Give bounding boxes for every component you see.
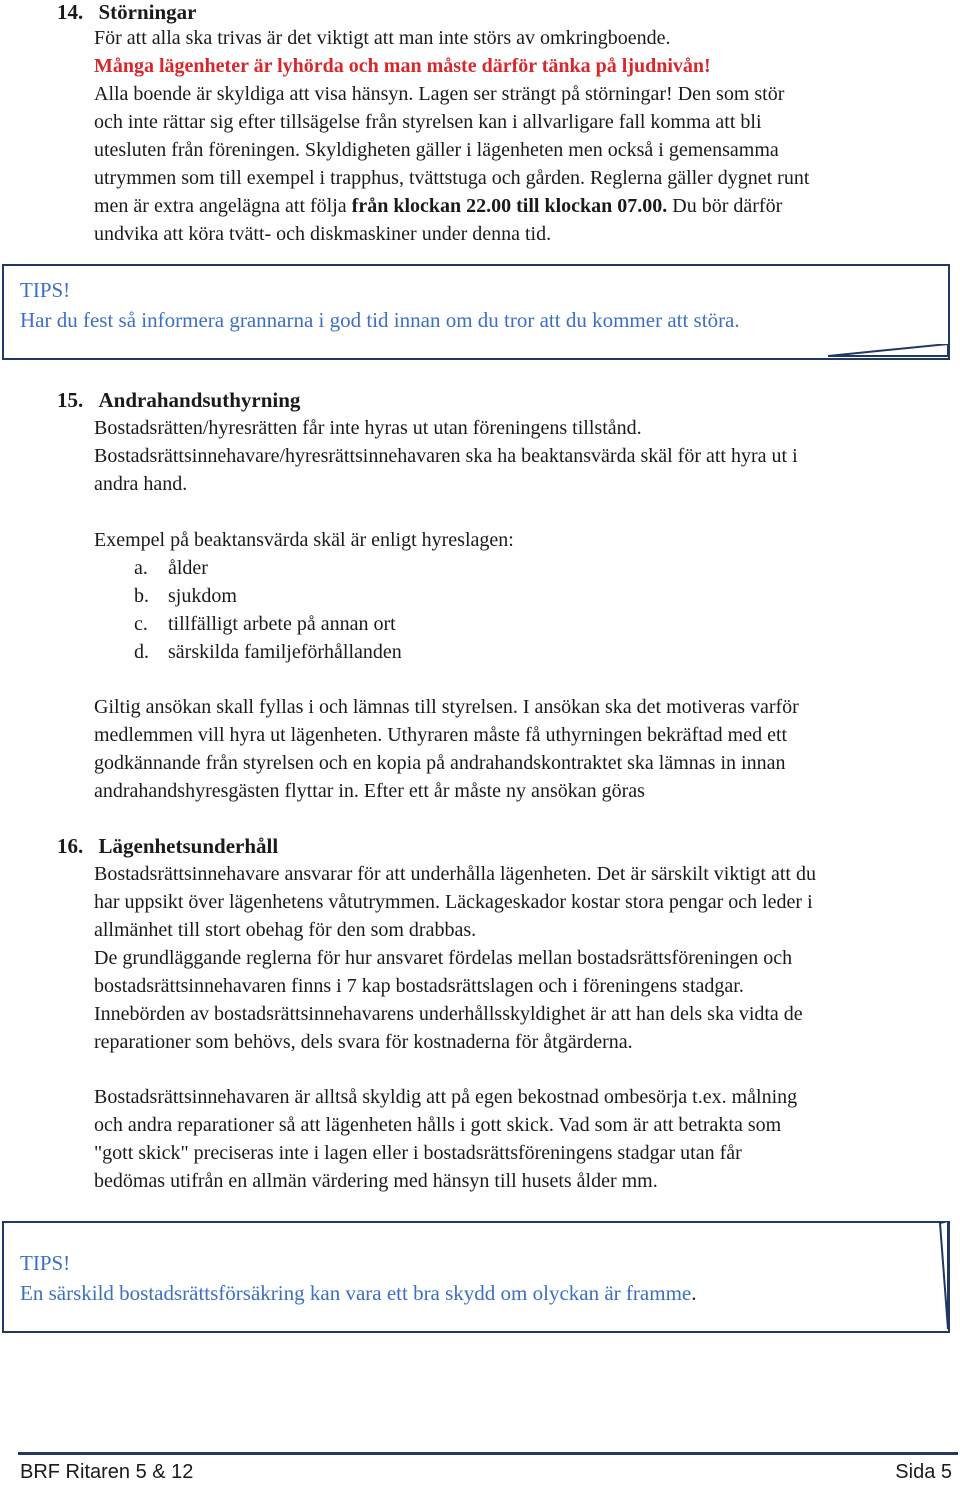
tips-box-2 xyxy=(2,1221,950,1333)
tips-text xyxy=(20,1279,920,1307)
section-16-heading xyxy=(57,832,278,860)
text-line xyxy=(94,192,954,220)
list-marker: d. xyxy=(134,641,149,663)
tips-text-main: En särskild bostadsrättsförsäkring kan vara ett bra skydd om olyckan är framme xyxy=(20,1281,692,1305)
text-line: Alla boende är skyldiga att visa hänsyn. Lagen ser strängt på störningar! Den som stör xyxy=(94,83,785,105)
section-14-body xyxy=(94,24,954,248)
text-line: "gott skick" preciseras inte i lagen eller i bostadsrättsföreningens stadgar utan får xyxy=(94,1142,742,1164)
text-line: reparationer som behövs, dels svara för kostnaderna för åtgärderna. xyxy=(94,1031,633,1053)
list-item xyxy=(134,554,954,582)
section-15-body xyxy=(94,414,954,498)
list-item xyxy=(134,610,954,638)
text-line: För att alla ska trivas är det viktigt att man inte störs av omkringboende. xyxy=(94,27,671,49)
page-curl-icon xyxy=(828,344,948,358)
text-span: Du bör därför xyxy=(667,195,783,217)
text-line: utesluten från föreningen. Skyldigheten gäller i lägenheten men också i gemensamma xyxy=(94,139,779,161)
section-title: Störningar xyxy=(98,0,197,24)
text-line: andrahandshyresgästen flyttar in. Efter ett år måste ny ansökan göras xyxy=(94,780,645,802)
section-number: 16. xyxy=(57,834,84,858)
text-line: och andra reparationer så att lägenheten hålls i gott skick. Vad som är att betrakta som xyxy=(94,1114,782,1136)
text-line: har uppsikt över lägenhetens våtutrymmen. Läckageskador kostar stora pengar och leder i xyxy=(94,891,813,913)
section-title: Lägenhetsunderhåll xyxy=(98,834,279,858)
page-number: Sida 5 xyxy=(895,1461,952,1483)
tips-box-1 xyxy=(2,264,950,360)
text-line: Giltig ansökan skall fyllas i och lämnas till styrelsen. I ansökan ska det motiveras varför xyxy=(94,696,799,718)
section-15-paragraph-2 xyxy=(94,693,954,805)
text-line: bostadsrättsinnehavaren finns i 7 kap bostadsrättslagen och i föreningens stadgar. xyxy=(94,975,744,997)
text-line: andra hand. xyxy=(94,473,188,495)
text-line: medlemmen vill hyra ut lägenheten. Uthyraren måste få uthyrningen bekräftad med ett xyxy=(94,724,788,746)
section-15-heading xyxy=(57,386,300,414)
tips-label: TIPS! xyxy=(20,1251,71,1275)
text-line: Innebörden av bostadsrättsinnehavarens underhållsskyldighet är att han dels ska vidta de xyxy=(94,1003,803,1025)
list-item xyxy=(134,582,954,610)
section-number: 14. xyxy=(57,0,84,24)
text-line: De grundläggande reglerna för hur ansvaret fördelas mellan bostadsrättsföreningen och xyxy=(94,947,793,969)
list-marker: a. xyxy=(134,557,148,579)
text-line: bedömas utifrån en allmän värdering med hänsyn till husets ålder mm. xyxy=(94,1170,658,1192)
text-line: och inte rättar sig efter tillsägelse från styrelsen kan i allvarligare fall komma att bli xyxy=(94,111,762,133)
text-line: Bostadsrättsinnehavaren är alltså skyldig att på egen bekostnad ombesörja t.ex. målning xyxy=(94,1086,798,1108)
section-14-heading xyxy=(57,0,197,26)
list-text: tillfälligt arbete på annan ort xyxy=(168,613,396,635)
text-line: Bostadsrättsinnehavare/hyresrättsinnehavaren ska ha beaktansvärda skäl för att hyra ut i xyxy=(94,445,798,467)
tips-text: Har du fest så informera grannarna i god tid innan om du tror att du kommer att störa. xyxy=(20,308,740,332)
section-16-paragraph-2 xyxy=(94,1083,954,1195)
text-span: men är extra angelägna att följa xyxy=(94,195,352,217)
list-text: särskilda familjeförhållanden xyxy=(168,641,402,663)
list-marker: b. xyxy=(134,585,149,607)
quiet-hours: från klockan 22.00 till klockan 07.00. xyxy=(351,195,668,217)
section-16-body xyxy=(94,860,960,1056)
text-line: Bostadsrättsinnehavare ansvarar för att underhålla lägenheten. Det är särskilt viktigt att du xyxy=(94,863,816,885)
footer-left: BRF Ritaren 5 & 12 xyxy=(20,1461,194,1483)
text-line: Bostadsrätten/hyresrätten får inte hyras ut utan föreningens tillstånd. xyxy=(94,417,642,439)
section-number: 15. xyxy=(57,388,84,412)
list-text: ålder xyxy=(168,557,208,579)
footer-divider xyxy=(18,1452,958,1455)
list-text: sjukdom xyxy=(168,585,237,607)
section-title: Andrahandsuthyrning xyxy=(98,388,301,412)
reasons-list xyxy=(94,526,954,666)
text-line: allmänhet till stort obehag för den som drabbas. xyxy=(94,919,477,941)
list-item xyxy=(134,638,954,666)
page-curl-icon xyxy=(900,1221,950,1331)
tips-text-period: . xyxy=(691,1281,697,1305)
warning-line: Många lägenheter är lyhörda och man måste därför tänka på ljudnivån! xyxy=(94,55,711,77)
text-line: undvika att köra tvätt- och diskmaskiner under denna tid. xyxy=(94,223,552,245)
text-line: godkännande från styrelsen och en kopia på andrahandskontraktet ska lämnas in innan xyxy=(94,752,786,774)
list-marker: c. xyxy=(134,613,148,635)
text-line: utrymmen som till exempel i trapphus, tvättstuga och gården. Reglerna gäller dygnet runt xyxy=(94,167,810,189)
list-intro: Exempel på beaktansvärda skäl är enligt hyreslagen: xyxy=(94,529,514,551)
tips-label: TIPS! xyxy=(20,278,71,302)
